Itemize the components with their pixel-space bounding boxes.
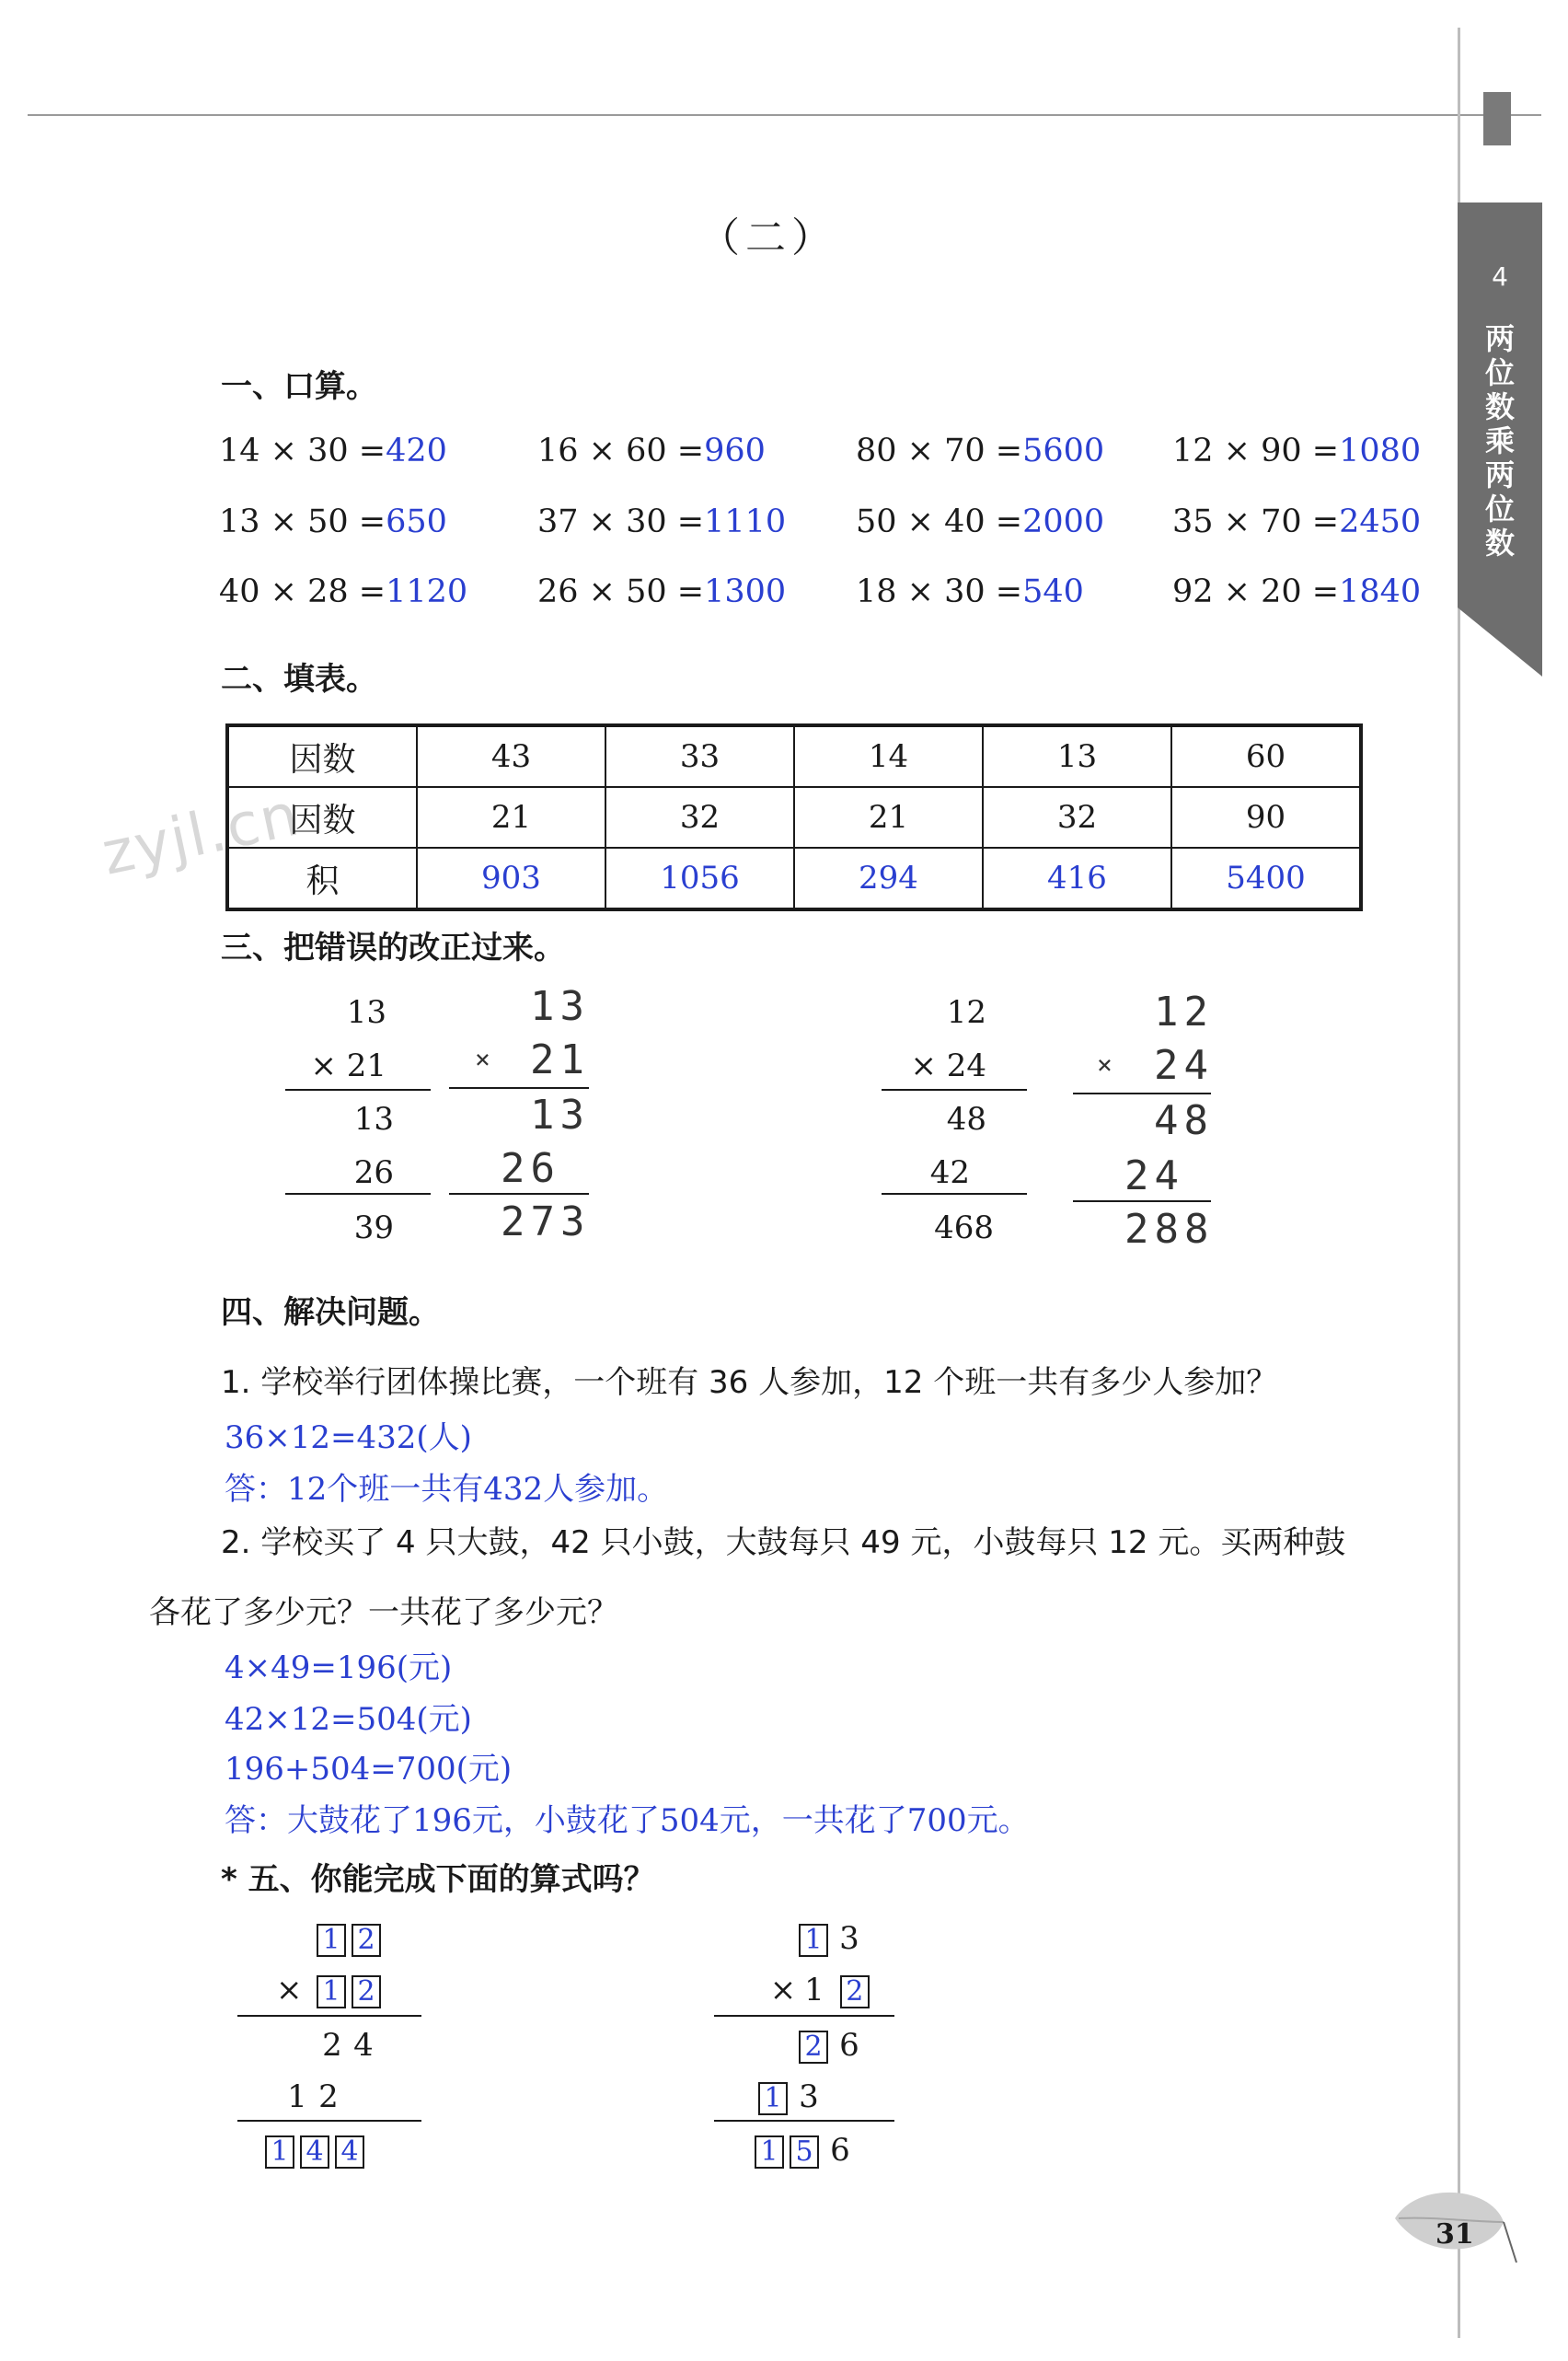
times-sign: × — [769, 1972, 797, 2008]
oral-calc-item — [537, 433, 766, 469]
puzzle-digit: 2 — [318, 2078, 339, 2115]
puzzle-row — [767, 1972, 875, 2008]
calc-digit: 39 — [353, 1209, 394, 1246]
section-4-heading: 四、解决问题。 — [221, 1294, 440, 1331]
calc-question: 18 × 30 = — [856, 573, 1023, 610]
calc-line — [237, 2120, 421, 2122]
oral-calc-item — [537, 573, 786, 610]
table-cell: 90 — [1171, 787, 1361, 848]
tab-marker — [1483, 92, 1511, 145]
answer-box: 1 — [758, 2082, 788, 2115]
chapter-title-char: 两 — [1484, 457, 1515, 492]
calc-answer: 1300 — [704, 573, 787, 610]
calc-answer: 5600 — [1022, 433, 1105, 469]
times-sign: × — [475, 1044, 496, 1074]
solution-line: 42×12=504(元) — [225, 1701, 472, 1738]
calc-digit: 13 — [530, 1092, 590, 1139]
puzzle-row — [758, 2078, 824, 2115]
calc-answer: 650 — [386, 503, 447, 540]
problem-2-line-2: 各花了多少元？一共花了多少元？ — [149, 1594, 618, 1631]
puzzle-row — [265, 2132, 370, 2169]
section-1-heading: 一、口算。 — [221, 368, 377, 405]
puzzle-row — [282, 2078, 344, 2115]
puzzle-row — [755, 2132, 856, 2169]
calc-line — [1073, 1093, 1211, 1094]
calc-answer: 1840 — [1339, 573, 1422, 610]
puzzle-digit: 6 — [830, 2132, 850, 2169]
solution-line: 答：大鼓花了196元，小鼓花了504元，一共花了700元。 — [225, 1802, 1030, 1839]
oral-calc-item — [537, 503, 786, 540]
answer-cell: 416 — [983, 848, 1171, 909]
table-cell: 32 — [983, 787, 1171, 848]
answer-box: 2 — [799, 2031, 828, 2064]
oral-calc-item — [1172, 503, 1421, 540]
section-3-heading: 三、把错误的改正过来。 — [221, 930, 565, 966]
answer-box: 1 — [317, 1975, 346, 2008]
calc-digit: 13 — [353, 1101, 394, 1138]
oral-calc-item — [856, 433, 1104, 469]
calc-digit: 26 — [501, 1145, 560, 1192]
puzzle-digit: 1 — [287, 2078, 307, 2115]
calc-line — [714, 2120, 894, 2122]
times-sign: × — [1097, 1049, 1118, 1080]
answer-cell: 903 — [417, 848, 605, 909]
answer-box: 2 — [840, 1975, 870, 2008]
calc-digit: 468 — [934, 1209, 994, 1246]
solution-line: 4×49=196(元) — [225, 1649, 453, 1686]
fill-table — [225, 723, 1363, 911]
calc-digit: 288 — [1124, 1206, 1215, 1253]
calc-digit: 24 — [1154, 1042, 1214, 1089]
chapter-title-char: 数 — [1484, 389, 1515, 424]
chapter-number: 4 — [1492, 261, 1508, 292]
chapter-title-char: 两 — [1484, 321, 1515, 356]
calc-digit: 273 — [501, 1198, 591, 1245]
oral-calc-item — [1172, 573, 1421, 610]
puzzle-row — [317, 1920, 386, 1957]
calc-line — [449, 1193, 589, 1195]
calc-digit: 12 — [946, 994, 986, 1031]
table-row — [227, 725, 1361, 787]
puzzle-digit: 3 — [799, 2078, 819, 2115]
table-cell: 21 — [417, 787, 605, 848]
chapter-title-char: 乘 — [1484, 423, 1515, 458]
answer-box: 1 — [799, 1924, 828, 1957]
calc-question: 16 × 60 = — [537, 433, 705, 469]
calc-question: 14 × 30 = — [219, 433, 386, 469]
answer-box: 4 — [300, 2135, 329, 2169]
calc-question: 92 × 20 = — [1172, 573, 1340, 610]
oral-calc-item — [219, 503, 447, 540]
watermark: zyjl.cn — [96, 781, 306, 889]
problem-2-line-1: 2. 学校买了 4 只大鼓，42 只小鼓，大鼓每只 49 元，小鼓每只 12 元。买两种鼓 — [221, 1524, 1346, 1561]
calc-question: 26 × 50 = — [537, 573, 705, 610]
calc-answer: 2450 — [1339, 503, 1422, 540]
answer-cell: 5400 — [1171, 848, 1361, 909]
answer-box: 5 — [790, 2135, 819, 2169]
oral-calc-item — [219, 573, 467, 610]
calc-digit: 42 — [929, 1154, 970, 1191]
chapter-title-char: 位 — [1484, 492, 1515, 527]
calc-line — [285, 1089, 431, 1091]
puzzle-row — [799, 2027, 865, 2064]
calc-question: 40 × 28 = — [219, 573, 386, 610]
calc-digit: 13 — [346, 994, 386, 1031]
calc-question: 80 × 70 = — [856, 433, 1023, 469]
answer-cell: 1056 — [605, 848, 794, 909]
calc-answer: 2000 — [1022, 503, 1105, 540]
answer-cell: 294 — [794, 848, 983, 909]
calc-question: 35 × 70 = — [1172, 503, 1340, 540]
table-cell: 33 — [605, 725, 794, 787]
answer-box: 1 — [755, 2135, 784, 2169]
puzzle-digit: 3 — [839, 1920, 859, 1957]
calc-digit: 26 — [353, 1154, 394, 1191]
calc-line — [285, 1193, 431, 1195]
solution-line: 196+504=700(元) — [225, 1751, 513, 1788]
chapter-title-char: 位 — [1484, 355, 1515, 390]
oral-calc-item — [1172, 433, 1421, 469]
calc-question: 37 × 30 = — [537, 503, 705, 540]
solution-line: 答：12个班一共有432人参加。 — [225, 1471, 669, 1508]
calc-digit: 48 — [1154, 1097, 1214, 1144]
oral-calc-item — [856, 503, 1104, 540]
table-cell: 14 — [794, 725, 983, 787]
calc-question: 50 × 40 = — [856, 503, 1023, 540]
calc-digit: 24 — [1124, 1152, 1184, 1199]
calc-line — [237, 2015, 421, 2017]
section-2-heading: 二、填表。 — [221, 661, 377, 698]
puzzle-digit: 1 — [804, 1972, 824, 2008]
calc-answer: 960 — [704, 433, 766, 469]
table-cell: 21 — [794, 787, 983, 848]
table-cell: 60 — [1171, 725, 1361, 787]
calc-answer: 1110 — [704, 503, 787, 540]
puzzle-digit: 6 — [839, 2027, 859, 2064]
calc-question: 13 × 50 = — [219, 503, 386, 540]
calc-line — [714, 2015, 894, 2017]
oral-calc-item — [219, 433, 447, 469]
calc-answer: 540 — [1022, 573, 1084, 610]
calc-digit: 21 — [530, 1036, 590, 1083]
solution-line: 36×12=432(人) — [225, 1419, 472, 1456]
calc-digit: 13 — [530, 983, 590, 1030]
oral-calc-item — [856, 573, 1084, 610]
puzzle-digit: 4 — [353, 2027, 374, 2064]
puzzle-row — [317, 2027, 379, 2064]
row-label: 因数 — [227, 725, 417, 787]
answer-box: 2 — [352, 1975, 381, 2008]
puzzle-row — [799, 1920, 865, 1957]
table-cell: 32 — [605, 787, 794, 848]
page-number: 31 — [1435, 2218, 1474, 2251]
table-cell: 13 — [983, 725, 1171, 787]
calc-line — [882, 1193, 1027, 1195]
table-row — [227, 787, 1361, 848]
calc-answer: 420 — [386, 433, 447, 469]
answer-box: 1 — [317, 1924, 346, 1957]
answer-box: 2 — [352, 1924, 381, 1957]
section-5-heading: * 五、你能完成下面的算式吗？ — [221, 1861, 655, 1898]
puzzle-row — [317, 1972, 386, 2008]
calc-digit: 12 — [1154, 989, 1214, 1036]
table-cell: 43 — [417, 725, 605, 787]
table-row — [227, 848, 1361, 909]
row-label: 因数 — [227, 787, 417, 848]
calc-answer: 1120 — [386, 573, 468, 610]
page-title: （二） — [699, 214, 837, 261]
puzzle-digit: 2 — [322, 2027, 342, 2064]
calc-digit: × 21 — [310, 1047, 386, 1084]
calc-line — [1073, 1200, 1211, 1202]
row-label: 积 — [227, 848, 417, 909]
times-sign: × — [276, 1972, 303, 2008]
chapter-title-char: 数 — [1484, 526, 1515, 561]
calc-line — [449, 1087, 589, 1089]
answer-box: 4 — [335, 2135, 364, 2169]
calc-digit: × 24 — [910, 1047, 986, 1084]
chapter-title — [1483, 322, 1516, 561]
answer-box: 1 — [265, 2135, 294, 2169]
calc-question: 12 × 90 = — [1172, 433, 1340, 469]
calc-digit: 48 — [946, 1101, 986, 1138]
calc-answer: 1080 — [1339, 433, 1422, 469]
calc-line — [882, 1089, 1027, 1091]
problem-1: 1. 学校举行团体操比赛，一个班有 36 人参加，12 个班一共有多少人参加？ — [221, 1364, 1278, 1401]
header-rule — [28, 114, 1541, 116]
